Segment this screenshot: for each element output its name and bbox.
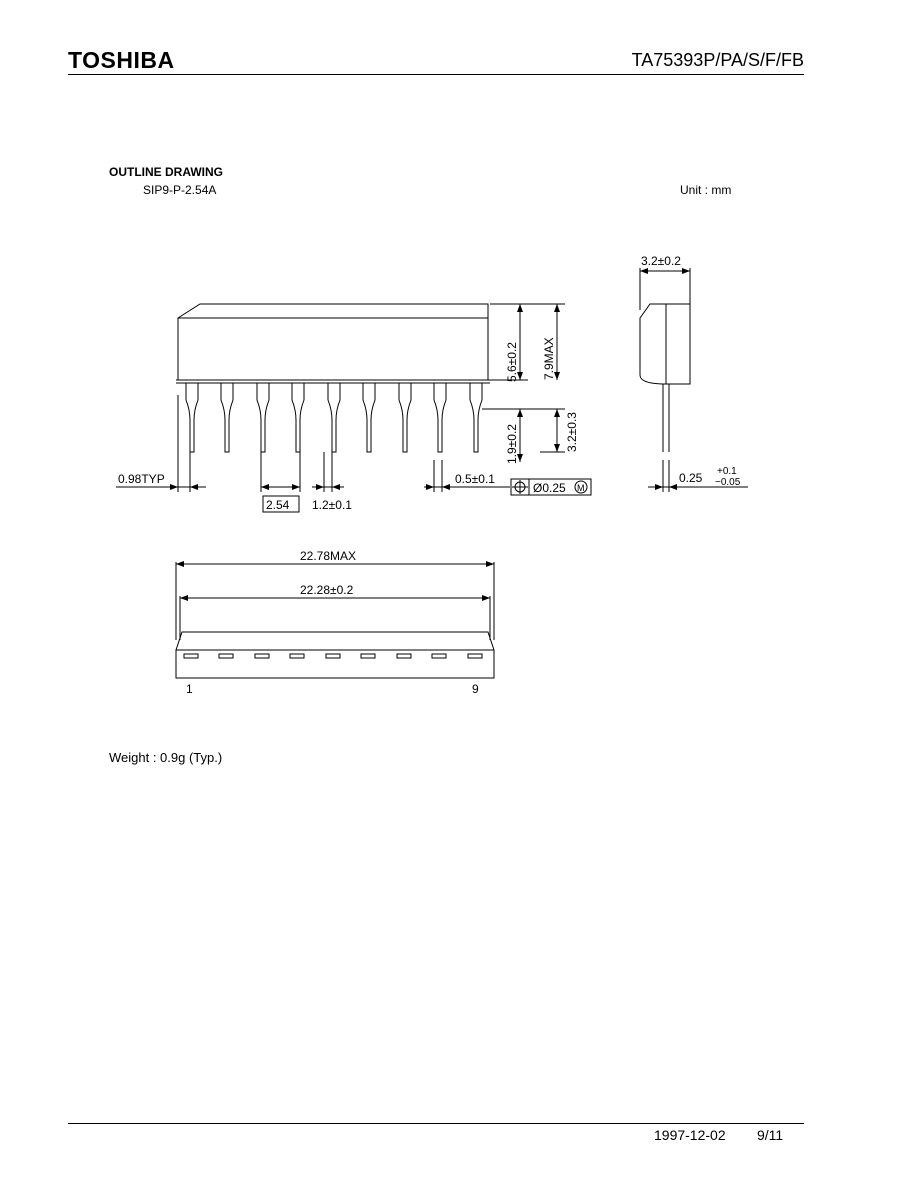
dim-total-height: 7.9MAX	[542, 337, 556, 380]
footer-page-number: 9/11	[757, 1127, 784, 1143]
pin-label-last: 9	[472, 682, 479, 696]
dim-lead-length: 3.2±0.3	[565, 412, 579, 452]
package-code: SIP9-P-2.54A	[143, 183, 217, 197]
dim-pin-tolerance: 0.5±0.1	[455, 472, 495, 486]
dim-body-length: 22.28±0.2	[300, 583, 354, 597]
dim-thickness: 3.2±0.2	[641, 254, 681, 268]
part-number: TA75393P/PA/S/F/FB	[631, 50, 804, 70]
section-title: OUTLINE DRAWING	[109, 165, 223, 179]
front-pins	[186, 383, 482, 452]
pin-label-first: 1	[186, 682, 193, 696]
dim-pin-width-typ: 0.98TYP	[118, 472, 165, 486]
dim-lead-thickness-minus: −0.05	[715, 477, 741, 488]
dim-pitch: 2.54	[266, 498, 290, 512]
footer-rule	[68, 1123, 804, 1124]
dim-overall-length: 22.78MAX	[300, 549, 357, 563]
dim-body-height: 5.6±0.2	[505, 342, 519, 382]
unit-label: Unit : mm	[680, 183, 732, 197]
brand-logo: TOSHIBA	[68, 47, 175, 73]
dim-lead-shoulder: 1.9±0.2	[505, 424, 519, 464]
dim-pin-width: 1.2±0.1	[312, 498, 352, 512]
dim-position-tolerance: Ø0.25	[533, 481, 566, 495]
weight-note: Weight : 0.9g (Typ.)	[109, 750, 223, 765]
bottom-pins	[184, 654, 482, 658]
footer-date: 1997-12-02	[654, 1127, 726, 1143]
dim-position-modifier: M	[577, 483, 585, 493]
dim-lead-thickness: 0.25	[679, 471, 703, 485]
dim-lead-thickness-plus: +0.1	[717, 466, 737, 477]
